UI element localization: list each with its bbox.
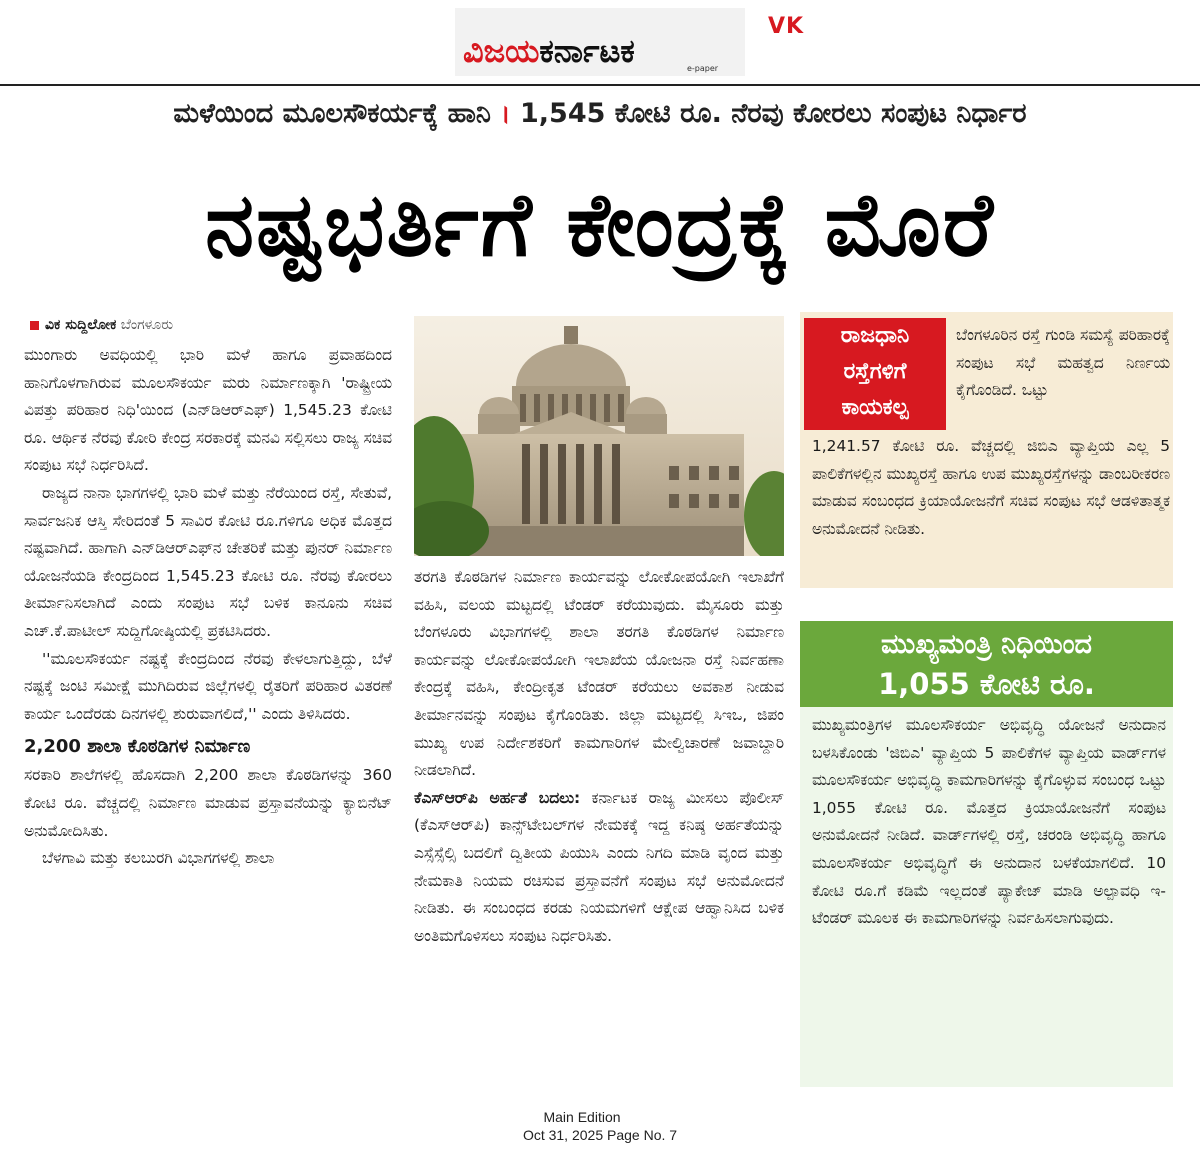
sidebar-title-line: ಕಾಯಕಲ್ಪ xyxy=(841,395,909,420)
vidhana-soudha-photo xyxy=(414,316,784,556)
byline-name: ವಿಕ ಸುದ್ದಿಲೋಕ xyxy=(45,317,117,333)
sidebar-box-title xyxy=(804,318,946,430)
sidebar-box-text: ಮುಖ್ಯಮಂತ್ರಿಗಳ ಮೂಲಸೌಕರ್ಯ ಅಭಿವೃದ್ಧಿ ಯೋಜನೆ ಅನುದಾನ ಬಳಸಿಕೊಂಡು 'ಜಿಬಿಎ' ವ್ಯಾಪ್ತಿಯ 5 ಪಾಲಿಕೆಗಳ ವ್ಯಾಪ್ತಿಯ ವಾರ್ಡ್‌ಗಳ ಮೂಲಸೌಕರ್ಯ ಅಭಿವೃದ್ಧಿ ಕಾಮಗಾರಿಗಳನ್ನು ಕೈಗೊಳ್ಳುವ ಸಂಬಂಧ ಒಟ್ಟು 1,055 ಕೋಟಿ ರೂ. ಮೊತ್ತದ ಕ್ರಿಯಾಯೋಜನೆಗೆ ಸಂಪುಟ ಅನುಮೋದನೆ ನೀಡಿದೆ. ವಾರ್ಡ್‌ಗಳಲ್ಲಿ ರಸ್ತೆ, ಚರಂಡಿ ಅಭಿವೃದ್ಧಿ ಹಾಗೂ ಮೂಲಸೌಕರ್ಯ ಅಭಿವೃದ್ಧಿಗೆ ಈ ಅನುದಾನ ಬಳಕೆಯಾಗಲಿದೆ. 10 ಕೋಟಿ ರೂ.ಗೆ ಕಡಿಮೆ ಇಲ್ಲದಂತೆ ಪ್ಯಾಕೇಜ್ ಮಾಡಿ ಅಲ್ಪಾವಧಿ ಇ-ಟೆಂಡರ್ ಮೂಲಕ ಈ ಕಾಮಗಾರಿಗಳನ್ನು ನಿರ್ವಹಿಸಲಾಗುವುದು. xyxy=(812,716,1166,928)
page-footer xyxy=(450,1108,750,1144)
brand-name-part2: ಕರ್ನಾಟಕ xyxy=(539,32,635,70)
kicker-right: 1,545 ಕೋಟಿ ರೂ. ನೆರವು ಕೋರಲು ಸಂಪುಟ ನಿರ್ಧಾರ xyxy=(520,98,1027,129)
paragraph: ಮುಂಗಾರು ಅವಧಿಯಲ್ಲಿ ಭಾರಿ ಮಳೆ ಹಾಗೂ ಪ್ರವಾಹದಿಂದ ಹಾನಿಗೊಳಗಾಗಿರುವ ಮೂಲಸೌಕರ್ಯ ಮರು ನಿರ್ಮಾಣಕ್ಕಾಗಿ 'ರಾಷ್ಟ್ರೀಯ ವಿಪತ್ತು ಪರಿಹಾರ ನಿಧಿ'ಯಿಂದ (ಎನ್‌ಡಿಆರ್‌ಎಫ್) 1,545.23 ಕೋಟಿ ರೂ. ಆರ್ಥಿಕ ನೆರವು ಕೋರಿ ಕೇಂದ್ರ ಸರಕಾರಕ್ಕೆ ಮನವಿ ಸಲ್ಲಿಸಲು ರಾಜ್ಯ ಸಚಿವ ಸಂಪುಟ ಸಭೆ ನಿರ್ಧರಿಸಿದೆ. xyxy=(24,346,392,475)
byline-place: ಬೆಂಗಳೂರು xyxy=(120,317,174,333)
date-page-label: Oct 31, 2025 Page No. 7 xyxy=(522,1127,678,1143)
byline-square-icon xyxy=(30,321,39,330)
paragraph: ಕರ್ನಾಟಕ ರಾಜ್ಯ ಮೀಸಲು ಪೊಲೀಸ್ (ಕೆಎಸ್‌ಆರ್‌ಪಿ) ಕಾನ್ಸ್‌ಟೇಬಲ್‌ಗಳ ನೇಮಕಕ್ಕೆ ಇದ್ದ ಕನಿಷ್ಠ ಅರ್ಹತೆಯನ್ನು ಎಸ್ಸೆಸ್ಸೆಲ್ಸಿ ಬದಲಿಗೆ ದ್ವಿತೀಯ ಪಿಯುಸಿ ಎಂದು ನಿಗದಿ ಮಾಡಿ ವೃಂದ ಮತ್ತು ನೇಮಕಾತಿ ನಿಯಮ ರಚಿಸುವ ಪ್ರಸ್ತಾವನೆಗೆ ಸಂಪುಟ ಸಭೆ ಅನುಮೋದನೆ ನೀಡಿತು. ಈ ಸಂಬಂಧದ ಕರಡು ನಿಯಮಗಳಿಗೆ ಆಕ್ಷೇಪ ಆಹ್ವಾನಿಸಿದ ಬಳಿಕ ಅಂತಿಮಗೊಳಿಸಲು ಸಂಪುಟ ನಿರ್ಧರಿಸಿತು. xyxy=(414,788,784,945)
paragraph: ''ಮೂಲಸೌಕರ್ಯ ನಷ್ಟಕ್ಕೆ ಕೇಂದ್ರದಿಂದ ನೆರವು ಕೇಳಲಾಗುತ್ತಿದ್ದು, ಬೆಳೆ ನಷ್ಟಕ್ಕೆ ಜಂಟಿ ಸಮೀಕ್ಷೆ ಮುಗಿದಿರುವ ಜಿಲ್ಲೆಗಳಲ್ಲಿ ರೈತರಿಗೆ ಪರಿಹಾರ ವಿತರಣೆ ಕಾರ್ಯ ಒಂದೆರಡು ದಿನಗಳಲ್ಲಿ ಶುರುವಾಗಲಿದೆ,'' ಎಂದು ತಿಳಿಸಿದರು. xyxy=(24,649,392,723)
building-illustration xyxy=(414,316,784,556)
edition-label: Main Edition xyxy=(543,1109,621,1125)
article-column-2 xyxy=(414,564,784,950)
vk-logo-badge: VK xyxy=(768,14,805,39)
sidebar-box-text: 1,241.57 ಕೋಟಿ ರೂ. ವೆಚ್ಚದಲ್ಲಿ ಜಿಬಿಎ ವ್ಯಾಪ್ತಿಯ ಎಲ್ಲ 5 ಪಾಲಿಕೆಗಳಲ್ಲಿನ ಮುಖ್ಯರಸ್ತೆ ಹಾಗೂ ಉಪ ಮುಖ್ಯರಸ್ತೆಗಳನ್ನು ಡಾಂಬರೀಕರಣ ಮಾಡುವ ಸಂಬಂಧದ ಕ್ರಿಯಾಯೋಜನೆಗೆ ಸಚಿವ ಸಂಪುಟ ಸಭೆ ಆಡಳಿತಾತ್ಮಕ ಅನುಮೋದನೆ ನೀಡಿತು. xyxy=(812,437,1170,538)
sidebar-box-cm-fund-title: ಮುಖ್ಯಮಂತ್ರಿ ನಿಧಿಯಿಂದ xyxy=(881,629,1092,660)
inline-subheading: ಕೆಎಸ್‌ಆರ್‌ಪಿ ಅರ್ಹತೆ ಬದಲು: xyxy=(414,788,581,807)
brand-name-part1: ವಿಜಯ xyxy=(463,32,540,70)
article-column-1 xyxy=(24,342,392,873)
paragraph: ಸರಕಾರಿ ಶಾಲೆಗಳಲ್ಲಿ ಹೊಸದಾಗಿ 2,200 ಶಾಲಾ ಕೊಠಡಿಗಳನ್ನು 360 ಕೋಟಿ ರೂ. ವೆಚ್ಚದಲ್ಲಿ ನಿರ್ಮಾಣ ಮಾಡುವ ಪ್ರಸ್ತಾವನೆಯನ್ನು ಕ್ಯಾಬಿನೆಟ್ ಅನುಮೋದಿಸಿತು. xyxy=(24,766,392,840)
subheading: 2,200 ಶಾಲಾ ಕೊಠಡಿಗಳ ನಿರ್ಮಾಣ xyxy=(24,736,251,758)
sidebar-title-line: ರಸ್ತೆಗಳಿಗೆ xyxy=(843,359,907,384)
paragraph: ರಾಜ್ಯದ ನಾನಾ ಭಾಗಗಳಲ್ಲಿ ಭಾರಿ ಮಳೆ ಮತ್ತು ನೆರೆಯಿಂದ ರಸ್ತೆ, ಸೇತುವೆ, ಸಾರ್ವಜನಿಕ ಆಸ್ತಿ ಸೇರಿದಂತೆ 5 ಸಾವಿರ ಕೋಟಿ ರೂ.ಗಳಿಗೂ ಅಧಿಕ ಮೊತ್ತದ ನಷ್ಟವಾಗಿದೆ. ಹಾಗಾಗಿ ಎನ್‌ಡಿಆರ್‌ಎಫ್‌ನ ಚೇತರಿಕೆ ಮತ್ತು ಪುನರ್ ನಿರ್ಮಾಣ ಯೋಜನೆಯಡಿ ಕೇಂದ್ರದಿಂದ 1,545.23 ಕೋಟಿ ರೂ. ನೆರವು ಕೋರಲು ತೀರ್ಮಾನಿಸಲಾಗಿದೆ ಎಂದು ಸಂಪುಟ ಸಭೆ ಬಳಿಕ ಕಾನೂನು ಸಚಿವ ಎಚ್.ಕೆ.ಪಾಟೀಲ್ ಸುದ್ದಿಗೋಷ್ಠಿಯಲ್ಲಿ ಪ್ರಕಟಿಸಿದರು. xyxy=(24,483,392,640)
sidebar-title-line: ರಾಜಧಾನಿ xyxy=(840,323,910,348)
byline xyxy=(30,315,173,335)
epaper-label: e-paper xyxy=(687,64,719,73)
headline: ನಷ್ಟಭರ್ತಿಗೆ ಕೇಂದ್ರಕ್ಕೆ ಮೊರೆ xyxy=(205,173,995,276)
paragraph: ಬೆಳಗಾವಿ ಮತ್ತು ಕಲಬುರಗಿ ವಿಭಾಗಗಳಲ್ಲಿ ಶಾಲಾ xyxy=(42,849,275,868)
sidebar-box-text: ಬೆಂಗಳೂರಿನ ರಸ್ತೆ ಗುಂಡಿ ಸಮಸ್ಯೆ ಪರಿಹಾರಕ್ಕೆ ಸಂಪುಟ ಸಭೆ ಮಹತ್ವದ ನಿರ್ಣಯ ಕೈಗೊಂಡಿದೆ. ಒಟ್ಟು xyxy=(956,326,1170,400)
kicker-left: ಮಳೆಯಿಂದ ಮೂಲಸೌಕರ್ಯಕ್ಕೆ ಹಾನಿ xyxy=(173,98,491,129)
masthead xyxy=(455,8,805,76)
sidebar-box-cm-fund-amount: 1,055 ಕೋಟಿ ರೂ. xyxy=(878,667,1095,701)
paragraph: ತರಗತಿ ಕೊಠಡಿಗಳ ನಿರ್ಮಾಣ ಕಾರ್ಯವನ್ನು ಲೋಕೋಪಯೋಗಿ ಇಲಾಖೆಗೆ ವಹಿಸಿ, ವಲಯ ಮಟ್ಟದಲ್ಲಿ ಟೆಂಡರ್ ಕರೆಯುವುದು. ಮೈಸೂರು ಮತ್ತು ಬೆಂಗಳೂರು ವಿಭಾಗಗಳಲ್ಲಿ ಶಾಲಾ ತರಗತಿ ಕೊಠಡಿಗಳ ನಿರ್ಮಾಣ ಕಾರ್ಯವನ್ನು ಲೋಕೋಪಯೋಗಿ ಇಲಾಖೆಯ ಯೋಜನಾ ರಸ್ತೆ ನಿರ್ವಹಣಾ ಕೇಂದ್ರಕ್ಕೆ ವಹಿಸಿ, ಕೇಂದ್ರೀಕೃತ ಟೆಂಡರ್ ಕರೆಯಲು ಅವಕಾಶ ನೀಡುವ ತೀರ್ಮಾನವನ್ನು ಸಂಪುಟ ಕೈಗೊಂಡಿತು. ಜಿಲ್ಲಾ ಮಟ್ಟದಲ್ಲಿ ಸಿಇಒ, ಜಿಪಂ ಮುಖ್ಯ ಉಪ ನಿರ್ದೇಶಕರಿಗೆ ಕಾಮಗಾರಿಗಳ ಮೇಲ್ವಿಚಾರಣೆ ಜವಾಬ್ದಾರಿ ನೀಡಲಾಗಿದೆ. xyxy=(414,568,784,780)
masthead-divider xyxy=(0,84,1200,86)
kicker-separator: । xyxy=(500,98,511,129)
brand-logo xyxy=(463,34,635,68)
kicker xyxy=(0,92,1200,136)
